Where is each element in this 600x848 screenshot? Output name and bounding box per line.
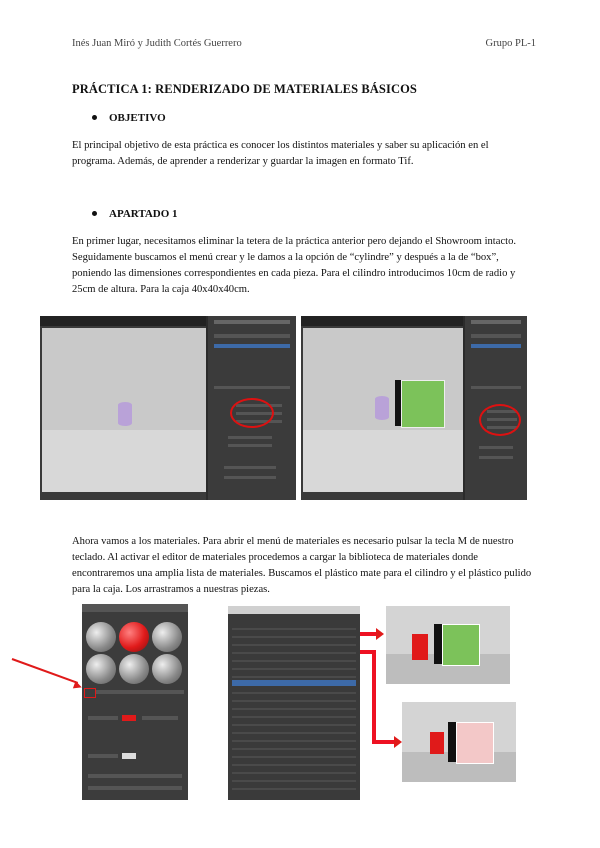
bullet-dot-icon	[92, 115, 97, 120]
material-sphere[interactable]	[86, 654, 116, 684]
library-button-highlight[interactable]	[84, 688, 96, 698]
screenshot-box-viewport	[301, 316, 527, 500]
material-sphere[interactable]	[152, 622, 182, 652]
cylinder-object	[430, 732, 444, 754]
box-object	[401, 380, 445, 428]
highlight-circle	[479, 404, 521, 436]
showroom-floor	[42, 430, 206, 492]
cylinder-object	[375, 396, 389, 420]
viewport-label-bar	[301, 316, 463, 326]
viewport	[301, 316, 463, 500]
material-list[interactable]	[232, 622, 356, 796]
viewport-label-bar	[40, 316, 206, 326]
red-pointer-arrow	[12, 658, 78, 684]
command-panel	[465, 316, 527, 500]
diffuse-color-swatch[interactable]	[122, 715, 136, 721]
render-green-box	[386, 606, 510, 684]
bullet-dot-icon	[92, 211, 97, 216]
material-sphere-red[interactable]	[119, 622, 149, 652]
screenshot-material-browser	[228, 606, 360, 800]
viewport	[40, 316, 206, 500]
highlight-circle	[230, 398, 274, 428]
material-sphere[interactable]	[152, 654, 182, 684]
header-group: Grupo PL-1	[485, 38, 536, 49]
arrow-head-icon	[394, 736, 402, 748]
paragraph-objetivo: El principal objetivo de esta práctica es conocer los distintos materiales y saber su aplicación en el programa. Además, de aprender a renderizar y guardar la imagen en formato Tif.	[72, 140, 489, 167]
screenshot-cylinder-viewport	[40, 316, 296, 500]
arrow-head-icon	[376, 628, 384, 640]
screenshot-material-editor	[82, 604, 188, 800]
paragraph-materiales: Ahora vamos a los materiales. Para abrir el menú de materiales es necesario pulsar la tecla M de nuestro teclado. Al activar el editor de materiales procedemos a cargar la biblioteca de materiales donde encontraremos una amplia lista de materiales. Buscamos el plástico mate para el cilindro y el plástico pulido para la caja. Los arrastramos a nuestras piezas.	[72, 536, 532, 595]
bullet-objetivo	[92, 112, 166, 124]
page-title: PRÁCTICA 1: RENDERIZADO DE MATERIALES BÁSICOS	[72, 82, 417, 96]
red-connector-h2	[372, 740, 396, 744]
material-sphere[interactable]	[119, 654, 149, 684]
box-object	[456, 722, 494, 764]
header-authors: Inés Juan Miró y Judith Cortés Guerrero	[72, 38, 242, 49]
command-panel	[208, 316, 296, 500]
red-connector-v	[372, 650, 376, 742]
heading-apartado1: APARTADO 1	[109, 208, 178, 220]
bullet-apartado1	[92, 208, 178, 220]
material-sphere[interactable]	[86, 622, 116, 652]
cylinder-object	[412, 634, 428, 660]
material-list-selected[interactable]	[232, 680, 356, 686]
showroom-floor	[303, 430, 463, 492]
render-pink-box	[402, 702, 516, 782]
cylinder-object	[118, 402, 132, 426]
box-object	[442, 624, 480, 666]
paragraph-apartado1: En primer lugar, necesitamos eliminar la tetera de la práctica anterior pero dejando el Showroom intacto. Seguidamente buscamos el menú crear y le damos a la opción de “cylindre” y después a la de “box”, poniendo las dimensiones correspondientes en cada pieza. Para el cilindro introducimos 10cm de radio y 25cm de altura. Para la caja 40x40x40cm.	[72, 236, 517, 295]
heading-objetivo: OBJETIVO	[109, 112, 166, 124]
